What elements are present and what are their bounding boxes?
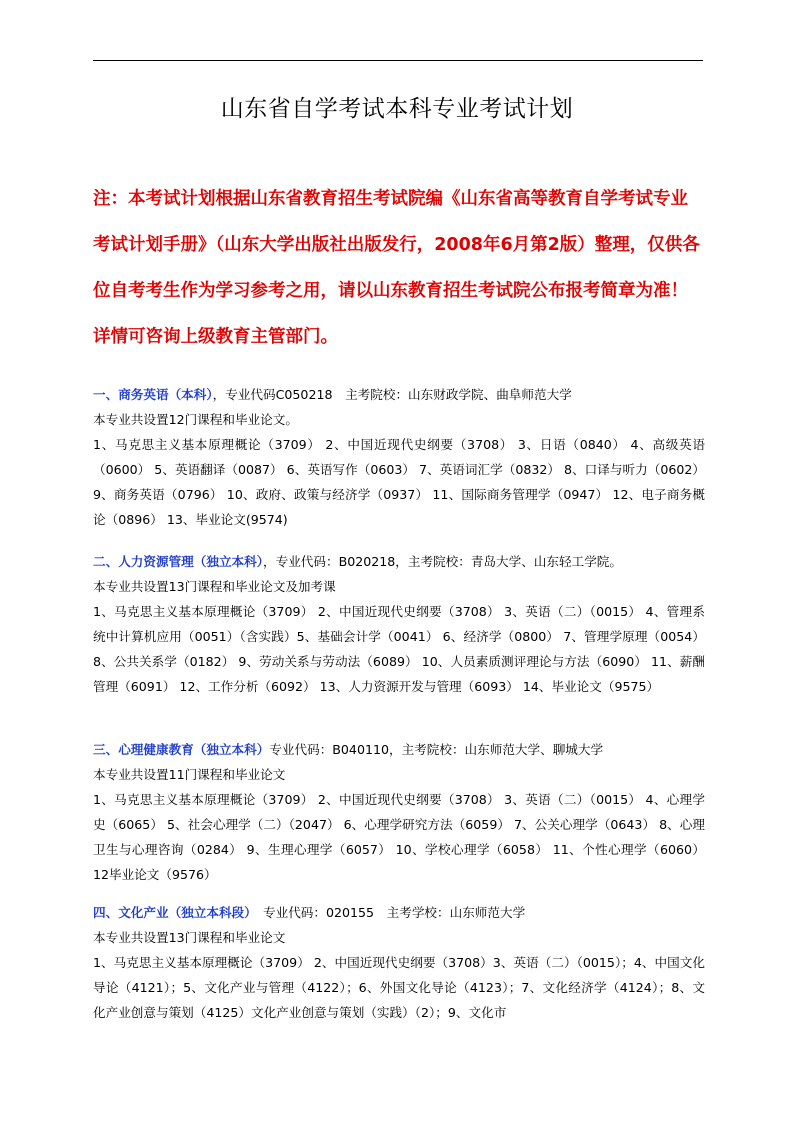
major-name: 三、心理健康教育（独立本科） (93, 742, 270, 757)
section-business-english (93, 382, 705, 532)
major-name: 四、文化产业（独立本科段） (93, 905, 251, 920)
course-list: 1、马克思主义基本原理概论（3709） 2、中国近现代史纲要（3708） 3、日语（0840） 4、高级英语（0600） 5、英语翻译（0087） 6、英语写作（0603） 7、英语词汇学（0832） 8、口译与听力（0602） 9、商务英语（0796） 10、政府、政策与经济学（0937） 11、国际商务管理学（0947） 12、电子商务概论（0896） 13、毕业论文(9574) (93, 437, 705, 527)
section-heading (93, 900, 705, 925)
section-heading (93, 737, 705, 762)
section-summary: 本专业共设置12门课程和毕业论文。 (93, 412, 298, 427)
note-paragraph: 注：本考试计划根据山东省教育招生考试院编《山东省高等教育自学考试专业考试计划手册》（山东大学出版社出版发行，2008年6月第2版）整理，仅供各位自考考生作为学习参考之用，请以山东教育招生考试院公布报考简章为准！详情可咨询上级教育主管部门。 (93, 189, 700, 347)
section-summary: 本专业共设置11门课程和毕业论文 (93, 767, 286, 782)
section-heading (93, 382, 705, 407)
major-info: ，专业代码C050218 主考院校：山东财政学院、曲阜师范大学 (212, 387, 572, 402)
page-title: 山东省自学考试本科专业考试计划 (220, 96, 574, 122)
course-list: 1、马克思主义基本原理概论（3709） 2、中国近现代史纲要（3708） 3、英语（二）（0015） 4、心理学史（6065） 5、社会心理学（二）（2047） 6、心理学研究方法（6059） 7、公关心理学（0643） 8、心理卫生与心理咨询（0284） 9、生理心理学（6057） 10、学校心理学（6058） 11、个性心理学（6060） 12毕业论文（9576） (93, 792, 705, 882)
section-mental-health (93, 737, 705, 887)
major-info: 专业代码：020155 主考学校：山东师范大学 (250, 905, 526, 920)
major-name: 二、人力资源管理（独立本科） (93, 554, 264, 569)
course-list: 1、马克思主义基本原理概论（3709） 2、中国近现代史纲要（3708）3、英语（二）（0015）；4、中国文化导论（4121）；5、文化产业与管理（4122）；6、外国文化导论（4123）；7、文化经济学（4124）；8、文化产业创意与策划（4125）文化产业创意与策划（实践）（2）；9、文化市 (93, 955, 705, 1020)
top-rule (93, 60, 703, 61)
section-summary: 本专业共设置13门课程和毕业论文及加考课 (93, 579, 336, 594)
section-summary: 本专业共设置13门课程和毕业论文 (93, 930, 286, 945)
course-list: 1、马克思主义基本原理概论（3709） 2、中国近现代史纲要（3708） 3、英语（二）（0015） 4、管理系统中计算机应用（0051）（含实践）5、基础会计学（0041） 6、经济学（0800） 7、管理学原理（0054） 8、公共关系学（0182） 9、劳动关系与劳动法（6089） 10、人员素质测评理论与方法（6090） 11、薪酬管理（6091） 12、工作分析（6092） 13、人力资源开发与管理（6093） 14、毕业论文（9575） (93, 604, 705, 694)
major-name: 一、商务英语（本科） (93, 387, 213, 402)
section-heading (93, 549, 705, 574)
major-info: 专业代码：B040110，主考院校：山东师范大学、聊城大学 (269, 742, 604, 757)
section-human-resources (93, 549, 705, 699)
section-cultural-industry (93, 900, 705, 1025)
major-info: ，专业代码：B020218，主考院校：青岛大学、山东轻工学院。 (263, 554, 622, 569)
